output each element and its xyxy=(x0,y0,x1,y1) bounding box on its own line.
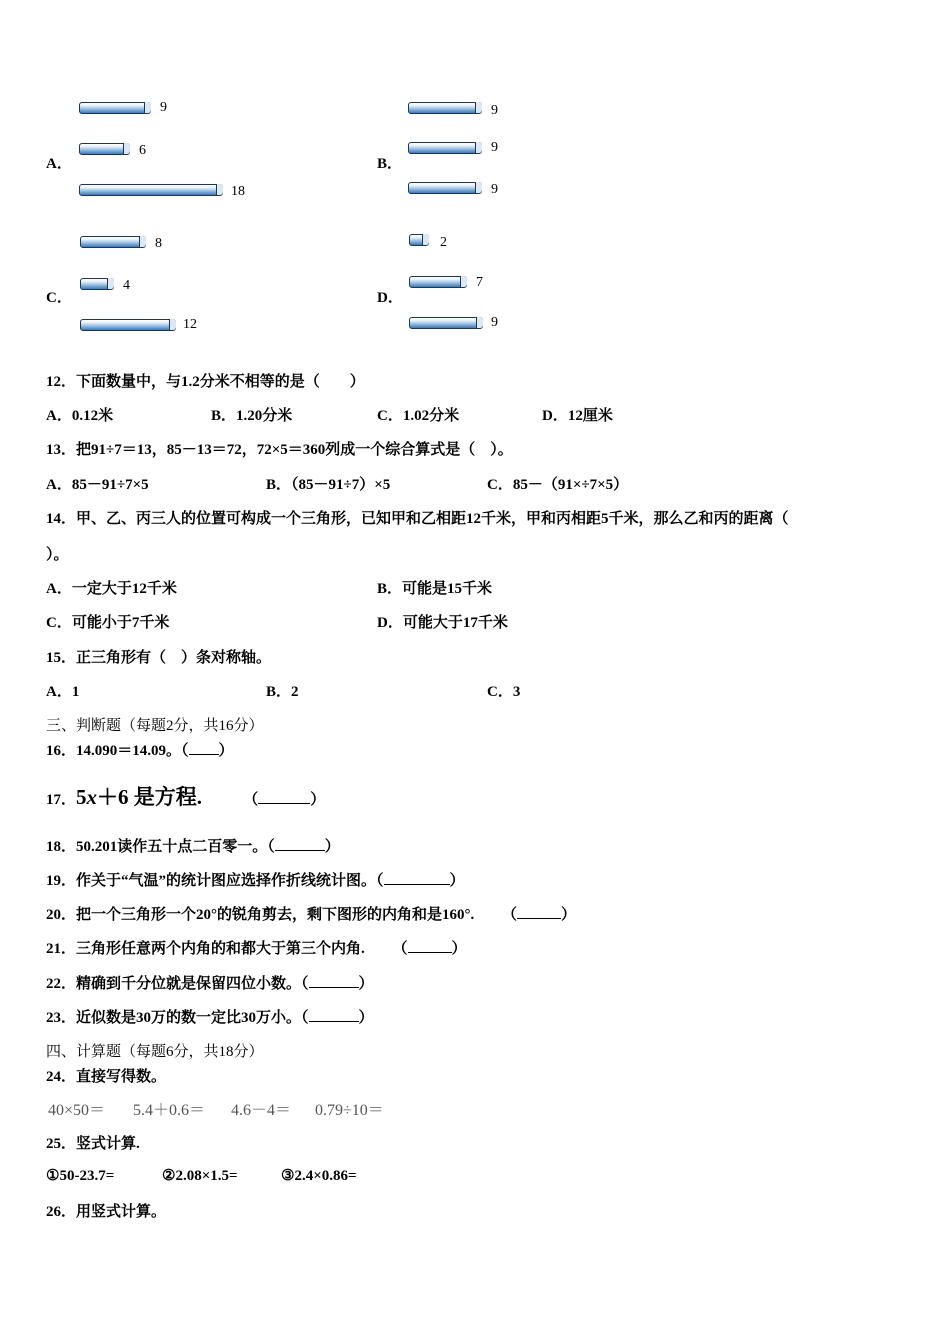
bar-value: 9 xyxy=(491,140,498,155)
question-21-close: ） xyxy=(451,941,467,957)
bar-a2 xyxy=(79,143,130,155)
q13-option-b[interactable]: B．（85－91÷7）×5 xyxy=(266,477,391,493)
bar-d1 xyxy=(409,234,429,246)
bar-value: 12 xyxy=(183,317,197,332)
question-25-stem: 25．竖式计算. xyxy=(46,1136,140,1152)
question-12-stem: 12．下面数量中，与1.2分米不相等的是（ ） xyxy=(46,374,365,390)
question-21 xyxy=(46,937,467,958)
question-17-rest: ＋6 是方程. xyxy=(97,785,203,809)
question-19 xyxy=(46,869,465,890)
q13-option-c[interactable]: C．85－（91×÷7×5） xyxy=(487,477,629,493)
q25-item-1: ①50-23.7= xyxy=(46,1168,115,1184)
question-13-stem: 13．把91÷7＝13，85－13＝72，72×5＝360列成一个综合算式是（ ）。 xyxy=(46,442,513,458)
question-22 xyxy=(46,972,374,993)
q12-option-c[interactable]: C．1.02分米 xyxy=(377,408,460,424)
option-label: D． xyxy=(377,290,403,306)
bar-value: 2 xyxy=(440,235,447,250)
q14-option-d[interactable]: D．可能大于17千米 xyxy=(377,615,508,631)
bar-a3 xyxy=(79,184,223,196)
bar-d3 xyxy=(409,317,483,329)
question-14-stem-line1: 14．甲、乙、丙三人的位置可构成一个三角形，已知甲和乙相距12千米，甲和丙相距5千米，那么乙和丙的距离（ xyxy=(46,511,789,527)
q24-item-4: 0.79÷10＝ xyxy=(315,1102,384,1119)
bar-value: 18 xyxy=(231,184,245,199)
q24-item-1: 40×50＝ xyxy=(48,1102,106,1119)
question-22-close: ） xyxy=(358,976,374,992)
bar-value: 4 xyxy=(123,278,130,293)
section-4-heading: 四、计算题（每题6分，共18分） xyxy=(46,1044,264,1060)
question-19-close: ） xyxy=(449,873,465,889)
question-20 xyxy=(46,903,576,924)
question-18 xyxy=(46,835,340,856)
question-17-num: 17． xyxy=(46,792,77,808)
bar-b2 xyxy=(408,142,482,154)
question-19-text: 19．作关于“气温”的统计图应选择作折线统计图。（ xyxy=(46,873,384,889)
question-15-stem: 15．正三角形有（ ）条对称轴。 xyxy=(46,650,272,666)
option-label: A． xyxy=(46,156,72,172)
question-17-close: ） xyxy=(310,792,326,808)
q14-option-a[interactable]: A．一定大于12千米 xyxy=(46,581,177,597)
bar-d2 xyxy=(409,276,467,288)
answer-blank[interactable] xyxy=(408,938,452,953)
q25-item-2: ②2.08×1.5= xyxy=(162,1168,238,1184)
question-20-close: ） xyxy=(561,907,577,923)
q24-item-3: 4.6－4＝ xyxy=(231,1102,292,1119)
question-21-text: 21．三角形任意两个内角的和都大于第三个内角. xyxy=(46,941,365,957)
q12-option-d[interactable]: D．12厘米 xyxy=(542,408,613,424)
question-23-text: 23．近似数是30万的数一定比30万小。（ xyxy=(46,1010,309,1026)
q14-option-b[interactable]: B．可能是15千米 xyxy=(377,581,493,597)
question-20-text: 20．把一个三角形一个20°的锐角剪去，剩下图形的内角和是160°. xyxy=(46,907,475,923)
q14-option-c[interactable]: C．可能小于7千米 xyxy=(46,615,170,631)
q13-option-a[interactable]: A．85－91÷7×5 xyxy=(46,477,149,493)
bar-b1 xyxy=(408,102,482,114)
bar-c3 xyxy=(80,319,176,331)
question-17-var: x xyxy=(86,785,98,809)
question-21-open: （ xyxy=(392,941,408,957)
question-14-stem-line2: ）。 xyxy=(46,547,69,563)
answer-blank[interactable] xyxy=(309,1007,359,1022)
option-label: B． xyxy=(377,156,403,172)
bar-c1 xyxy=(80,236,146,248)
question-18-text: 18．50.201读作五十点二百零一。（ xyxy=(46,839,275,855)
question-17-open: （ xyxy=(243,792,259,808)
bar-b3 xyxy=(408,182,482,194)
bar-value: 6 xyxy=(139,143,146,158)
section-3-heading: 三、判断题（每题2分，共16分） xyxy=(46,718,264,734)
answer-blank[interactable] xyxy=(258,788,310,804)
question-22-text: 22．精确到千分位就是保留四位小数。（ xyxy=(46,976,309,992)
bar-value: 9 xyxy=(160,100,167,115)
bar-value: 8 xyxy=(155,236,162,251)
q12-option-b[interactable]: B．1.20分米 xyxy=(211,408,293,424)
bar-a1 xyxy=(79,102,151,114)
q25-item-3: ③2.4×0.86= xyxy=(281,1168,357,1184)
answer-blank[interactable] xyxy=(189,740,219,755)
bar-value: 9 xyxy=(491,182,498,197)
question-23-close: ） xyxy=(358,1010,374,1026)
option-label: C． xyxy=(46,290,72,306)
question-16 xyxy=(46,739,234,760)
question-23 xyxy=(46,1006,374,1027)
question-16-close: ） xyxy=(218,743,234,759)
bar-value: 9 xyxy=(491,103,498,118)
question-20-open: （ xyxy=(502,907,518,923)
question-18-close: ） xyxy=(324,839,340,855)
q15-option-c[interactable]: C．3 xyxy=(487,684,521,700)
answer-blank[interactable] xyxy=(309,973,359,988)
answer-blank[interactable] xyxy=(275,836,325,851)
answer-blank[interactable] xyxy=(517,904,561,919)
answer-blank[interactable] xyxy=(384,870,450,885)
q15-option-a[interactable]: A．1 xyxy=(46,684,80,700)
q12-option-a[interactable]: A．0.12米 xyxy=(46,408,114,424)
question-17 xyxy=(46,781,325,811)
question-16-text: 16．14.090＝14.09。（ xyxy=(46,743,189,759)
bar-value: 7 xyxy=(476,275,483,290)
question-17-num-5: 5 xyxy=(76,785,87,809)
question-24-stem: 24．直接写得数。 xyxy=(46,1069,167,1085)
question-26-stem: 26．用竖式计算。 xyxy=(46,1204,167,1220)
q15-option-b[interactable]: B．2 xyxy=(266,684,299,700)
q24-item-2: 5.4＋0.6＝ xyxy=(133,1102,206,1119)
bar-value: 9 xyxy=(491,315,498,330)
bar-c2 xyxy=(80,278,114,290)
